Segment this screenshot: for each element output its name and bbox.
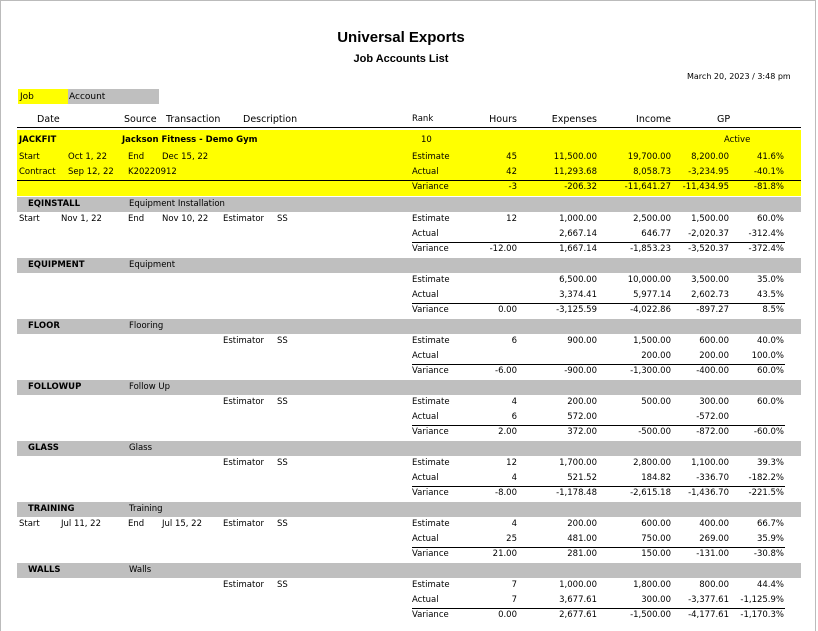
account-transaction: SS	[277, 519, 288, 529]
cell-expenses: 200.00	[567, 397, 597, 407]
cell-expenses: 200.00	[567, 519, 597, 529]
job-rule	[17, 180, 801, 181]
account-source: Estimator	[223, 214, 265, 224]
col-transaction: Transaction	[166, 114, 221, 125]
cell-gp: -897.27	[696, 305, 729, 315]
cell-income: 200.00	[641, 351, 671, 361]
cell-expenses: 1,700.00	[559, 458, 597, 468]
header-rule	[17, 127, 801, 128]
cell-gp: -3,520.37	[688, 244, 729, 254]
cell-pct: 60.0%	[756, 214, 784, 224]
cell-type: Estimate	[412, 214, 450, 224]
col-date: Date	[37, 114, 60, 125]
cell-pct: 35.0%	[756, 275, 784, 285]
cell-gp: 300.00	[699, 397, 729, 407]
cell-type: Actual	[412, 167, 439, 177]
job-end-label: End	[128, 152, 145, 162]
cell-type: Variance	[412, 549, 449, 559]
cell-hours: 2.00	[498, 427, 517, 437]
cell-type: Estimate	[412, 336, 450, 346]
account-name: Flooring	[129, 321, 164, 331]
cell-income: 1,800.00	[633, 580, 671, 590]
job-rank: 10	[421, 135, 432, 145]
cell-expenses: 1,000.00	[559, 214, 597, 224]
job-code: JACKFIT	[19, 135, 57, 145]
col-hours: Hours	[489, 114, 517, 125]
account-code: EQINSTALL	[28, 199, 80, 209]
col-gp: GP	[717, 114, 731, 125]
account-name: Follow Up	[129, 382, 170, 392]
cell-hours: -12.00	[489, 244, 517, 254]
variance-rule	[412, 608, 785, 609]
cell-type: Estimate	[412, 397, 450, 407]
cell-pct: 43.5%	[756, 290, 784, 300]
cell-income: -500.00	[638, 427, 671, 437]
account-source: Estimator	[223, 397, 265, 407]
cell-type: Estimate	[412, 519, 450, 529]
report-date: March 20, 2023 / 3:48 pm	[687, 72, 791, 81]
cell-income: 500.00	[641, 397, 671, 407]
account-end-label: End	[128, 214, 145, 224]
cell-hours: 4	[511, 519, 517, 529]
job-contract-label: Contract	[19, 167, 56, 177]
cell-hours: 4	[511, 473, 517, 483]
cell-type: Actual	[412, 534, 439, 544]
cell-type: Variance	[412, 244, 449, 254]
col-expenses: Expenses	[551, 114, 597, 125]
cell-expenses: 2,677.61	[559, 610, 597, 620]
job-status: Active	[724, 135, 751, 145]
variance-rule	[412, 425, 785, 426]
cell-pct: -30.8%	[753, 549, 784, 559]
cell-pct: 39.3%	[756, 458, 784, 468]
cell-income: -1,300.00	[630, 366, 671, 376]
cell-expenses: -900.00	[564, 366, 597, 376]
cell-expenses: 3,374.41	[559, 290, 597, 300]
cell-hours: 0.00	[498, 305, 517, 315]
cell-type: Estimate	[412, 458, 450, 468]
col-rank: Rank	[412, 114, 434, 124]
cell-type: Actual	[412, 290, 439, 300]
account-code: EQUIPMENT	[28, 260, 85, 270]
job-name: Jackson Fitness - Demo Gym	[122, 135, 258, 145]
cell-gp: -131.00	[696, 549, 729, 559]
account-code: TRAINING	[28, 504, 75, 514]
cell-expenses: 6,500.00	[559, 275, 597, 285]
variance-rule	[412, 364, 785, 365]
cell-gp: 1,100.00	[691, 458, 729, 468]
cell-income: 600.00	[641, 519, 671, 529]
cell-hours: 42	[506, 167, 517, 177]
job-end-date: Dec 15, 22	[162, 152, 209, 162]
cell-type: Actual	[412, 473, 439, 483]
cell-pct: 40.0%	[756, 336, 784, 346]
cell-gp: 8,200.00	[691, 152, 729, 162]
cell-expenses: 3,677.61	[559, 595, 597, 605]
cell-pct: -182.2%	[748, 473, 784, 483]
account-name: Equipment	[129, 260, 176, 270]
cell-income: 750.00	[641, 534, 671, 544]
cell-pct: 35.9%	[756, 534, 784, 544]
account-code: FLOOR	[28, 321, 60, 331]
legend-job-label: Job	[20, 92, 34, 102]
cell-expenses: 2,667.14	[559, 229, 597, 239]
account-source: Estimator	[223, 580, 265, 590]
cell-income: 2,500.00	[633, 214, 671, 224]
cell-type: Variance	[412, 488, 449, 498]
account-name: Equipment Installation	[129, 199, 225, 209]
account-transaction: SS	[277, 580, 288, 590]
cell-gp: 200.00	[699, 351, 729, 361]
cell-hours: -8.00	[495, 488, 517, 498]
cell-gp: -11,434.95	[682, 182, 729, 192]
cell-expenses: 521.52	[567, 473, 597, 483]
cell-gp: -400.00	[696, 366, 729, 376]
cell-gp: -336.70	[696, 473, 729, 483]
cell-pct: -1,125.9%	[740, 595, 784, 605]
account-start-label: Start	[19, 519, 40, 529]
cell-income: -4,022.86	[630, 305, 671, 315]
cell-type: Variance	[412, 182, 449, 192]
cell-gp: 269.00	[699, 534, 729, 544]
cell-gp: -2,020.37	[688, 229, 729, 239]
account-end-date: Nov 10, 22	[162, 214, 209, 224]
cell-expenses: 11,500.00	[553, 152, 597, 162]
cell-hours: 7	[511, 595, 517, 605]
cell-hours: -3	[508, 182, 517, 192]
job-contract-date: Sep 12, 22	[68, 167, 114, 177]
account-transaction: SS	[277, 336, 288, 346]
cell-pct: 66.7%	[756, 519, 784, 529]
account-name: Walls	[129, 565, 152, 575]
cell-type: Estimate	[412, 152, 450, 162]
cell-type: Variance	[412, 610, 449, 620]
cell-hours: 12	[506, 214, 517, 224]
cell-pct: -1,170.3%	[740, 610, 784, 620]
cell-expenses: 11,293.68	[553, 167, 597, 177]
cell-pct: -372.4%	[748, 244, 784, 254]
account-start-date: Jul 11, 22	[61, 519, 101, 529]
cell-hours: 4	[511, 397, 517, 407]
account-end-label: End	[128, 519, 145, 529]
account-start-date: Nov 1, 22	[61, 214, 102, 224]
cell-type: Actual	[412, 229, 439, 239]
cell-type: Variance	[412, 366, 449, 376]
cell-expenses: -206.32	[564, 182, 597, 192]
cell-expenses: 900.00	[567, 336, 597, 346]
cell-income: -1,853.23	[630, 244, 671, 254]
cell-hours: 12	[506, 458, 517, 468]
account-source: Estimator	[223, 336, 265, 346]
cell-pct: -221.5%	[748, 488, 784, 498]
cell-hours: -6.00	[495, 366, 517, 376]
cell-income: 5,977.14	[633, 290, 671, 300]
cell-income: 150.00	[641, 549, 671, 559]
variance-rule	[412, 242, 785, 243]
cell-gp: 3,500.00	[691, 275, 729, 285]
cell-pct: 100.0%	[751, 351, 784, 361]
account-transaction: SS	[277, 458, 288, 468]
cell-gp: -1,436.70	[688, 488, 729, 498]
cell-income: -1,500.00	[630, 610, 671, 620]
account-code: FOLLOWUP	[28, 382, 82, 392]
cell-gp: -572.00	[696, 412, 729, 422]
cell-expenses: 1,000.00	[559, 580, 597, 590]
cell-hours: 6	[511, 336, 517, 346]
cell-income: 184.82	[641, 473, 671, 483]
col-description: Description	[243, 114, 298, 125]
cell-income: 10,000.00	[627, 275, 671, 285]
account-start-label: Start	[19, 214, 40, 224]
cell-expenses: 372.00	[567, 427, 597, 437]
account-code: GLASS	[28, 443, 59, 453]
cell-income: 8,058.73	[633, 167, 671, 177]
cell-hours: 0.00	[498, 610, 517, 620]
cell-income: 19,700.00	[627, 152, 671, 162]
account-transaction: SS	[277, 397, 288, 407]
cell-type: Actual	[412, 412, 439, 422]
account-source: Estimator	[223, 458, 265, 468]
col-income: Income	[636, 114, 671, 125]
cell-gp: -3,377.61	[688, 595, 729, 605]
legend-account-label: Account	[69, 92, 106, 102]
cell-pct: 8.5%	[762, 305, 784, 315]
cell-type: Variance	[412, 305, 449, 315]
account-code: WALLS	[28, 565, 61, 575]
variance-rule	[412, 303, 785, 304]
job-contract-number: K20220912	[128, 167, 177, 177]
cell-income: 1,500.00	[633, 336, 671, 346]
cell-type: Variance	[412, 427, 449, 437]
cell-gp: -872.00	[696, 427, 729, 437]
cell-hours: 21.00	[492, 549, 517, 559]
company-title: Universal Exports	[337, 29, 465, 46]
cell-income: -11,641.27	[624, 182, 671, 192]
report-title: Job Accounts List	[353, 53, 449, 65]
cell-pct: 44.4%	[756, 580, 784, 590]
cell-hours: 6	[511, 412, 517, 422]
cell-income: 2,800.00	[633, 458, 671, 468]
cell-type: Estimate	[412, 580, 450, 590]
cell-gp: 1,500.00	[691, 214, 729, 224]
cell-type: Actual	[412, 595, 439, 605]
cell-gp: 800.00	[699, 580, 729, 590]
cell-gp: 400.00	[699, 519, 729, 529]
account-transaction: SS	[277, 214, 288, 224]
cell-pct: 41.6%	[756, 152, 784, 162]
cell-pct: -81.8%	[753, 182, 784, 192]
account-source: Estimator	[223, 519, 265, 529]
cell-expenses: 481.00	[567, 534, 597, 544]
job-start-label: Start	[19, 152, 40, 162]
cell-income: 646.77	[641, 229, 671, 239]
cell-gp: -4,177.61	[688, 610, 729, 620]
cell-expenses: -1,178.48	[556, 488, 597, 498]
cell-gp: -3,234.95	[688, 167, 729, 177]
cell-income: 300.00	[641, 595, 671, 605]
cell-pct: -312.4%	[748, 229, 784, 239]
cell-type: Actual	[412, 351, 439, 361]
col-source: Source	[124, 114, 157, 125]
cell-expenses: 281.00	[567, 549, 597, 559]
cell-gp: 600.00	[699, 336, 729, 346]
cell-income: -2,615.18	[630, 488, 671, 498]
cell-pct: -60.0%	[753, 427, 784, 437]
cell-expenses: -3,125.59	[556, 305, 597, 315]
cell-expenses: 1,667.14	[559, 244, 597, 254]
cell-pct: -40.1%	[753, 167, 784, 177]
variance-rule	[412, 486, 785, 487]
account-name: Glass	[129, 443, 153, 453]
cell-pct: 60.0%	[756, 397, 784, 407]
cell-pct: 60.0%	[756, 366, 784, 376]
account-name: Training	[129, 504, 163, 514]
variance-rule	[412, 547, 785, 548]
job-start-date: Oct 1, 22	[68, 152, 108, 162]
cell-gp: 2,602.73	[691, 290, 729, 300]
cell-type: Estimate	[412, 275, 450, 285]
cell-hours: 7	[511, 580, 517, 590]
account-end-date: Jul 15, 22	[162, 519, 202, 529]
cell-hours: 25	[506, 534, 517, 544]
cell-expenses: 572.00	[567, 412, 597, 422]
cell-hours: 45	[506, 152, 517, 162]
